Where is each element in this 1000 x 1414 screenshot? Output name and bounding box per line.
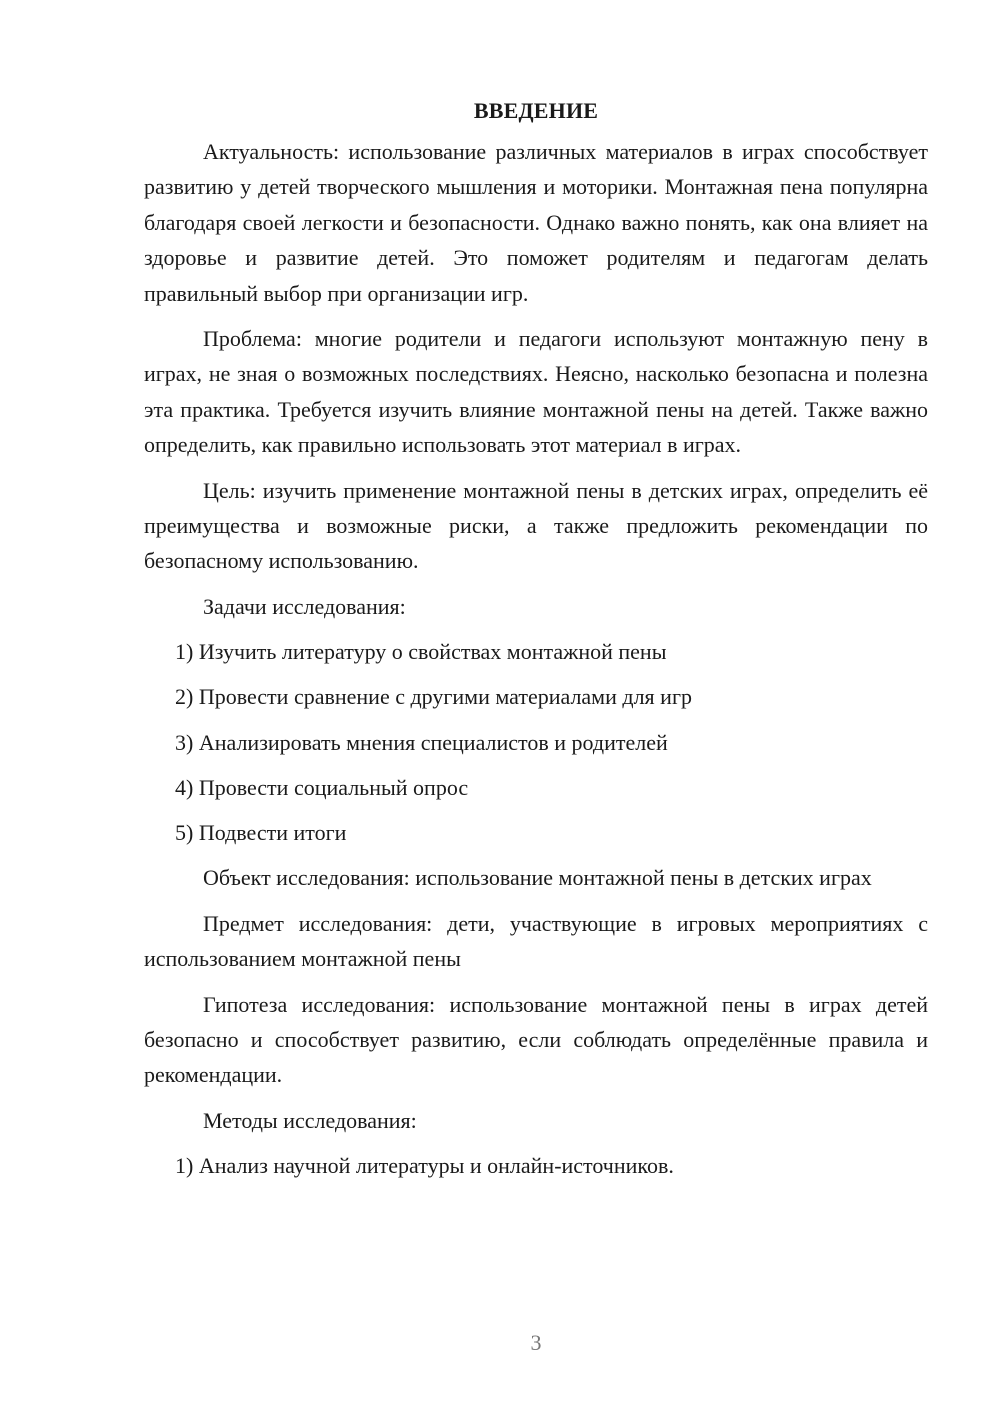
list-item: 1) Изучить литературу о свойствах монтажной пены — [175, 639, 667, 665]
tasks-list — [144, 634, 928, 850]
hypothesis-paragraph: Гипотеза исследования: использование монтажной пены в играх детей безопасно и способствует развитию, если соблюдать определённые правила и рекомендации. — [144, 991, 928, 1088]
methods-list — [144, 1148, 928, 1183]
goal-paragraph: Цель: изучить применение монтажной пены в детских играх, определить её преимущества и возможные риски, а также предложить рекомендации по безопасному использованию. — [144, 477, 928, 574]
subject-paragraph: Предмет исследования: дети, участвующие в игровых мероприятиях с использованием монтажной пены — [144, 910, 928, 972]
problem-paragraph: Проблема: многие родители и педагоги используют монтажную пену в играх, не зная о возможных последствиях. Неясно, насколько безопасна и полезна эта практика. Требуется изучить влияние монтажной пены на детей. Также важно определить, как правильно использовать этот материал в играх. — [144, 326, 928, 458]
methods-heading: Методы исследования: — [203, 1107, 417, 1133]
list-item: 5) Подвести итоги — [175, 820, 347, 846]
relevance-paragraph: Актуальность: использование различных материалов в играх способствует развитию у детей творческого мышления и моторики. Монтажная пена популярна благодаря своей легкости и безопасности. Однако важно понять, как она влияет на здоровье и развитие детей. Это поможет родителям и педагогам делать правильный выбор при организации игр. — [144, 139, 928, 306]
list-item: 1) Анализ научной литературы и онлайн-источников. — [175, 1153, 674, 1179]
tasks-heading: Задачи исследования: — [203, 593, 406, 619]
document-page — [144, 93, 928, 1193]
page-number: 3 — [530, 1330, 542, 1355]
list-item: 3) Анализировать мнения специалистов и родителей — [175, 729, 668, 755]
section-title: ВВЕДЕНИЕ — [473, 98, 599, 123]
object-paragraph: Объект исследования: использование монтажной пены в детских играх — [203, 865, 872, 891]
list-item: 4) Провести социальный опрос — [175, 774, 469, 800]
list-item: 2) Провести сравнение с другими материалами для игр — [175, 684, 692, 710]
